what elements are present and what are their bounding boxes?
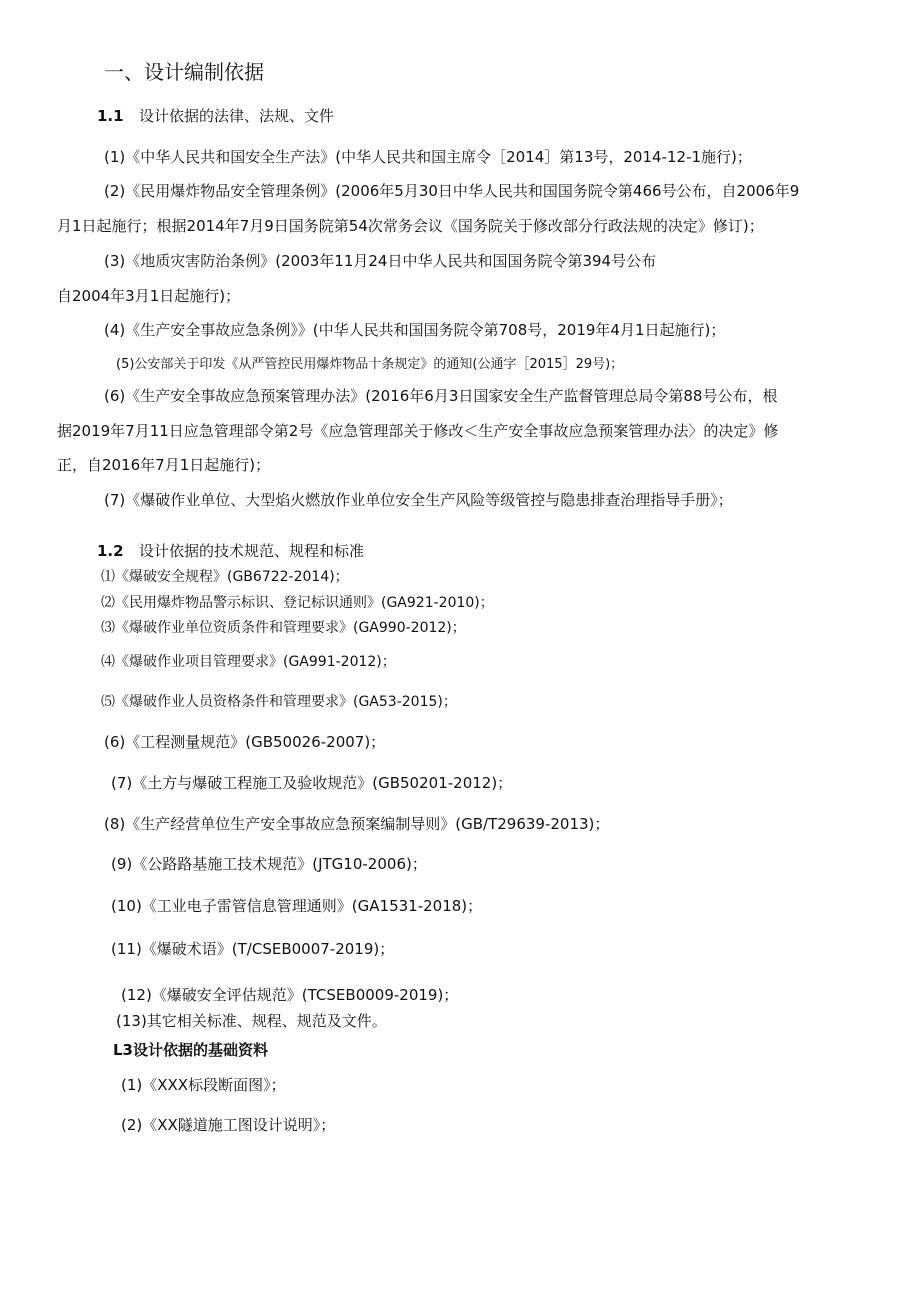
list-item: ⑴《爆破安全规程》(GB6722-2014)；	[101, 569, 349, 585]
list-item: (2)《民用爆炸物品安全管理条例》(2006年5月30日中华人民共和国国务院令第466号公布，自2006年9	[104, 182, 800, 200]
list-item: ⑸《爆破作业人员资格条件和管理要求》(GA53-2015)；	[101, 694, 457, 710]
list-item: (8)《生产经营单位生产安全事故应急预案编制导则》(GB/T29639-2013)；	[104, 815, 610, 833]
list-item: (7)《爆破作业单位、大型焰火燃放作业单位安全生产风险等级管控与隐患排查治理指导手册》；	[104, 491, 733, 509]
list-item-continuation: 正，自2016年7月1日起施行)；	[57, 456, 271, 474]
section-title: 设计依据的技术规范、规程和标准	[139, 542, 365, 560]
list-item: (11)《爆破术语》(T/CSEB0007-2019)；	[111, 940, 395, 958]
list-item-continuation: 月1日起施行；根据2014年7月9日国务院第54次常务会议《国务院关于修改部分行政法规的决定》修订)；	[57, 217, 764, 235]
list-item: (13)其它相关标准、规程、规范及文件。	[116, 1012, 387, 1030]
list-item: (9)《公路路基施工技术规范》(JTG10-2006)；	[111, 855, 427, 873]
list-item: (6)《工程测量规范》(GB50026-2007)；	[104, 733, 386, 751]
section-heading-1-2	[97, 541, 364, 561]
list-item: (1)《中华人民共和国安全生产法》(中华人民共和国主席令［2014］第13号，2014-12-1施行)；	[104, 148, 752, 166]
list-item: (1)《XXX标段断面图》；	[121, 1076, 286, 1094]
list-item: ⑶《爆破作业单位资质条件和管理要求》(GA990-2012)；	[101, 620, 466, 636]
section-heading-1-1	[97, 106, 334, 126]
list-item-continuation: 自2004年3月1日起施行)；	[57, 287, 241, 305]
list-item: ⑵《民用爆炸物品警示标识、登记标识通则》(GA921-2010)；	[101, 595, 494, 611]
section-heading-1-3: L3设计依据的基础资料	[113, 1041, 268, 1059]
section-title: 设计依据的法律、法规、文件	[139, 107, 335, 125]
list-item: (4)《生产安全事故应急条例》》(中华人民共和国国务院令第708号，2019年4月1日起施行)；	[104, 321, 726, 339]
page-title: 一、设计编制依据	[104, 60, 264, 84]
list-item: (6)《生产安全事故应急预案管理办法》(2016年6月3日国家安全生产监督管理总局令第88号公布，根	[104, 387, 778, 405]
list-item: (7)《土方与爆破工程施工及验收规范》(GB50201-2012)；	[111, 774, 513, 792]
list-item: ⑷《爆破作业项目管理要求》(GA991-2012)；	[101, 654, 396, 670]
list-item: (2)《XX隧道施工图设计说明》；	[121, 1116, 336, 1134]
list-item: (5)公安部关于印发《从严管控民用爆炸物品十条规定》的通知(公通字［2015］29号)；	[116, 357, 624, 372]
list-item: (12)《爆破安全评估规范》(TCSEB0009-2019)；	[121, 986, 459, 1004]
list-item-continuation: 据2019年7月11日应急管理部令第2号《应急管理部关于修改＜生产安全事故应急预案管理办法〉的决定》修	[57, 422, 779, 440]
list-item: (3)《地质灾害防治条例》(2003年11月24日中华人民共和国国务院令第394号公布	[104, 252, 657, 270]
list-item: (10)《工业电子雷管信息管理通则》(GA1531-2018)；	[111, 897, 483, 915]
section-number: 1.2	[97, 542, 124, 560]
section-number: 1.1	[97, 107, 124, 125]
